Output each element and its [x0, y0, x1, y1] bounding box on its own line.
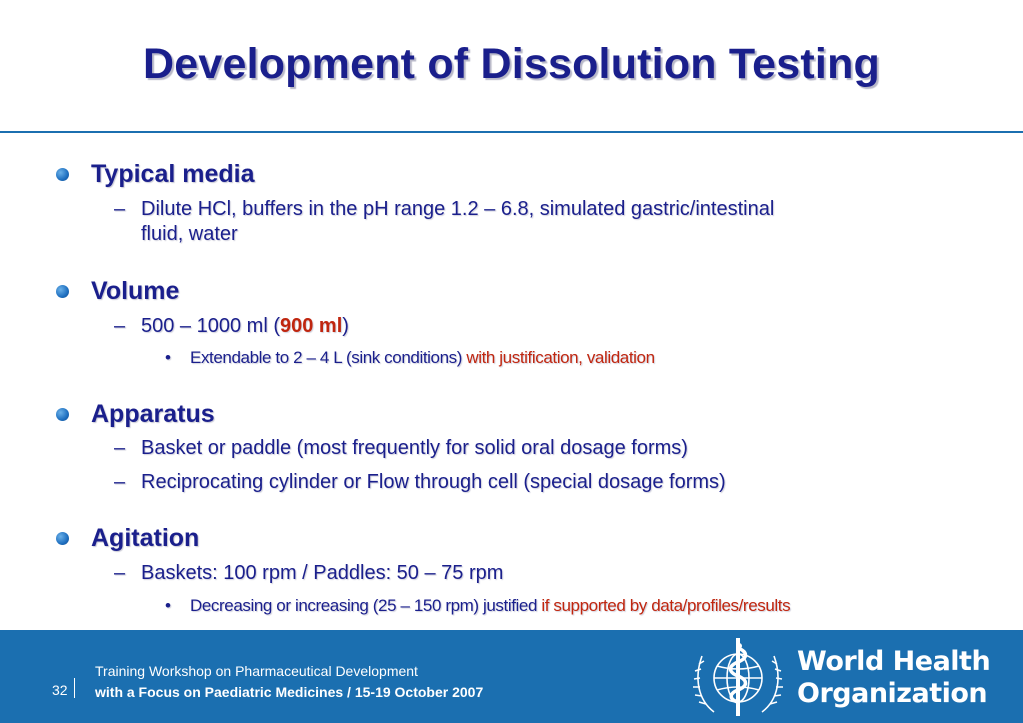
sub-bullet-text: Basket or paddle (most frequently for solid oral dosage forms)	[141, 437, 688, 459]
sub-bullet-text	[141, 197, 774, 247]
footer-workshop-subtitle: with a Focus on Paediatric Medicines / 15-19 October 2007	[95, 684, 484, 700]
sub-sub-bullet-text	[190, 348, 655, 368]
section-heading: Volume	[91, 277, 180, 305]
round-bullet-icon	[56, 168, 69, 181]
sub-bullet-text: Baskets: 100 rpm / Paddles: 50 – 75 rpm	[141, 562, 504, 584]
page-number: 32	[52, 682, 68, 698]
sub-sub-bullet-text	[190, 596, 790, 616]
dash-bullet: –	[114, 471, 126, 493]
who-name-line2: Organization	[797, 678, 988, 709]
round-bullet-icon	[56, 285, 69, 298]
sub-bullet-line: fluid, water	[141, 223, 238, 245]
footer-workshop-title: Training Workshop on Pharmaceutical Development	[95, 663, 418, 679]
round-bullet-icon	[56, 532, 69, 545]
dot-bullet: •	[165, 596, 171, 615]
page-number-separator	[74, 678, 75, 698]
justification-highlight: with justification, validation	[466, 348, 655, 367]
footer-band	[0, 630, 1023, 723]
sub-bullet-text: Reciprocating cylinder or Flow through cell (special dosage forms)	[141, 471, 726, 493]
volume-highlight: 900 ml	[279, 315, 343, 337]
dash-bullet: –	[114, 562, 126, 584]
extendable-text: Extendable to 2 – 4 L (sink conditions)	[190, 348, 467, 367]
dot-bullet: •	[165, 348, 171, 367]
section-heading: Typical media	[91, 160, 255, 188]
who-emblem-icon	[692, 634, 784, 720]
dash-bullet: –	[114, 315, 126, 337]
volume-range: 500 – 1000 ml (	[141, 315, 280, 337]
section-heading: Agitation	[91, 524, 200, 552]
sub-bullet-line: Dilute HCl, buffers in the pH range 1.2 – 6.8, simulated gastric/intestinal	[141, 198, 775, 220]
supported-highlight: if supported by data/profiles/results	[541, 596, 791, 615]
rpm-range-text: Decreasing or increasing (25 – 150 rpm) justified	[190, 596, 542, 615]
sub-bullet-text	[141, 314, 349, 339]
section-heading: Apparatus	[91, 400, 215, 428]
slide-title: Development of Dissolution Testing	[142, 40, 881, 88]
dash-bullet: –	[114, 198, 126, 220]
round-bullet-icon	[56, 408, 69, 421]
dash-bullet: –	[114, 437, 126, 459]
volume-close: )	[342, 315, 349, 337]
who-name-line1: World Health	[797, 646, 991, 677]
